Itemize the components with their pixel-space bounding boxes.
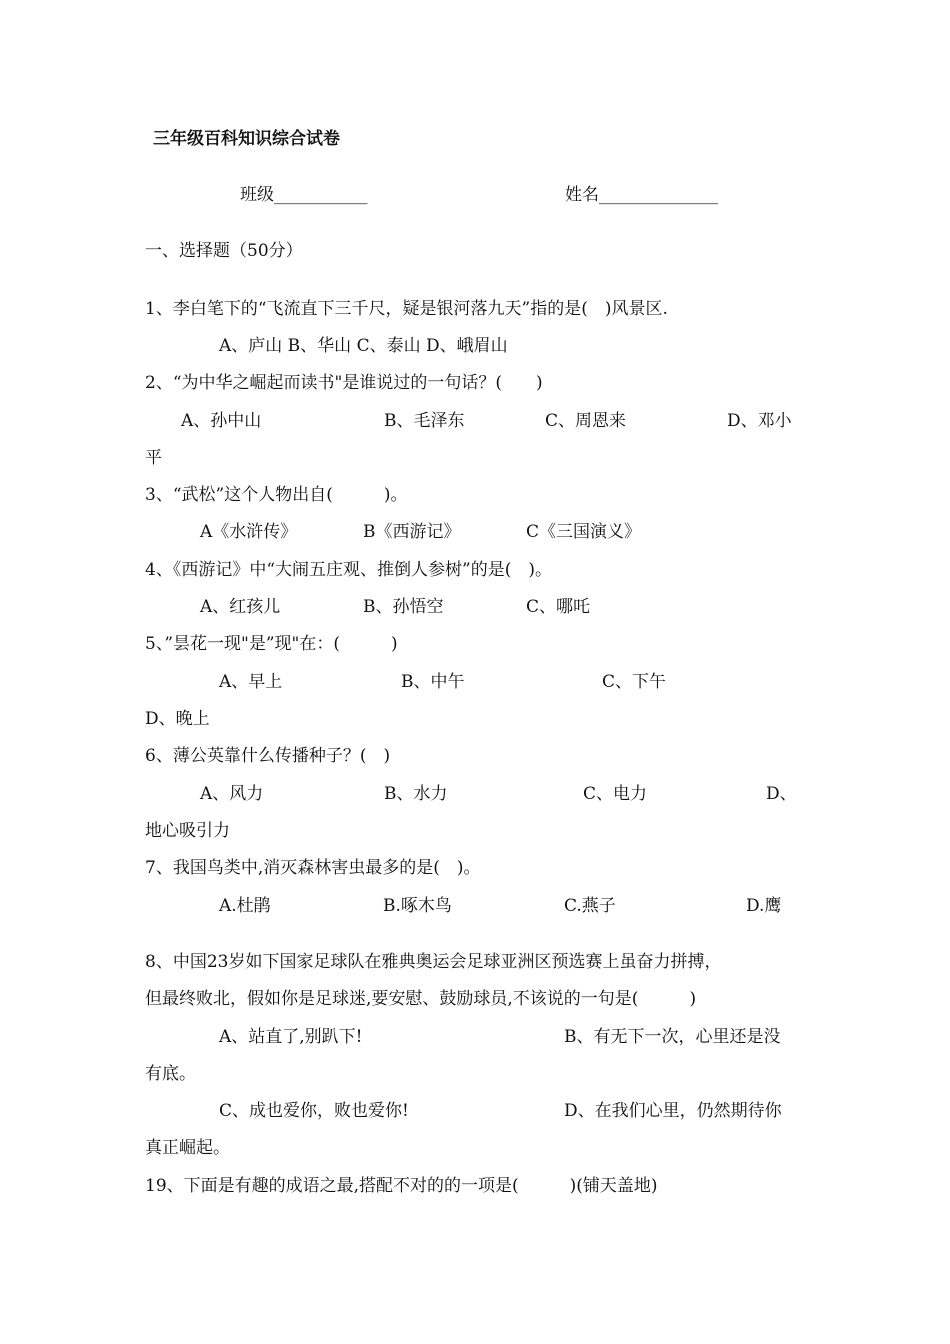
question-8-option-b-wrap: 有底。: [145, 1064, 196, 1084]
question-1-options: A、庐山 B、华山 C、泰山 D、峨眉山: [219, 336, 508, 356]
section-heading: 一、选择题（50分）: [145, 241, 303, 261]
question-3-option-a: A《水浒传》: [200, 522, 298, 542]
class-field: 班级___________: [240, 185, 368, 205]
question-5-option-c: C、下午: [602, 672, 667, 692]
question-7-option-d: D.鹰: [746, 896, 782, 916]
question-3-option-c: C《三国演义》: [526, 522, 642, 542]
question-6-option-d-wrap: 地心吸引力: [145, 821, 230, 841]
question-8-option-a: A、站直了,别趴下!: [219, 1027, 363, 1047]
question-2-option-b: B、毛泽东: [384, 411, 465, 431]
name-field: 姓名______________: [565, 185, 718, 205]
question-5-option-b: B、中午: [401, 672, 465, 692]
question-7-option-a: A.杜鹃: [219, 896, 271, 916]
question-5: 5、”昙花一现"是”现"在：( ): [145, 634, 398, 654]
question-4: 4、《西游记》中“大闹五庄观、推倒人参树”的是( )。: [145, 560, 552, 580]
question-6-option-a: A、风力: [200, 784, 264, 804]
page-title: 三年级百科知识综合试卷: [153, 129, 340, 149]
question-4-option-b: B、孙悟空: [363, 597, 444, 617]
question-2: 2、“为中华之崛起而读书"是谁说过的一句话？( ): [145, 373, 543, 393]
question-6-option-d: D、: [766, 784, 797, 804]
question-8-option-d: D、在我们心里，仍然期待你: [564, 1101, 782, 1121]
question-2-option-d-wrap: 平: [145, 448, 162, 468]
question-6-option-b: B、水力: [384, 784, 448, 804]
question-8-line-2: 但最终败北，假如你是足球迷,要安慰、鼓励球员,不该说的一句是( ): [145, 989, 697, 1009]
question-8-option-c: C、成也爱你，败也爱你!: [219, 1101, 409, 1121]
question-3-option-b: B《西游记》: [363, 522, 461, 542]
question-7: 7、我国鸟类中,消灭森林害虫最多的是( )。: [145, 858, 481, 878]
question-8-option-b: B、有无下一次，心里还是没: [564, 1027, 781, 1047]
question-4-option-c: C、哪吒: [526, 597, 591, 617]
question-2-option-c: C、周恩来: [545, 411, 627, 431]
question-4-option-a: A、红孩儿: [200, 597, 281, 617]
question-5-option-d: D、晚上: [145, 709, 210, 729]
question-7-option-b: B.啄木鸟: [383, 896, 452, 916]
question-8-line-1: 8、中国23岁如下国家足球队在雅典奥运会足球亚洲区预选赛上虽奋力拼搏，: [145, 952, 722, 972]
question-2-option-d: D、邓小: [727, 411, 792, 431]
question-19: 19、下面是有趣的成语之最,搭配不对的的一项是( )(铺天盖地): [145, 1176, 658, 1196]
question-6-option-c: C、电力: [583, 784, 648, 804]
question-2-option-a: A、孙中山: [181, 411, 262, 431]
question-8-option-d-wrap: 真正崛起。: [145, 1138, 230, 1158]
question-5-option-a: A、早上: [219, 672, 283, 692]
question-7-option-c: C.燕子: [564, 896, 616, 916]
question-3: 3、“武松”这个人物出自( )。: [145, 485, 408, 505]
question-1: 1、李白笔下的“飞流直下三千尺，疑是银河落九天”指的是( )风景区.: [145, 299, 668, 319]
question-6: 6、薄公英靠什么传播种子？( ): [145, 746, 391, 766]
